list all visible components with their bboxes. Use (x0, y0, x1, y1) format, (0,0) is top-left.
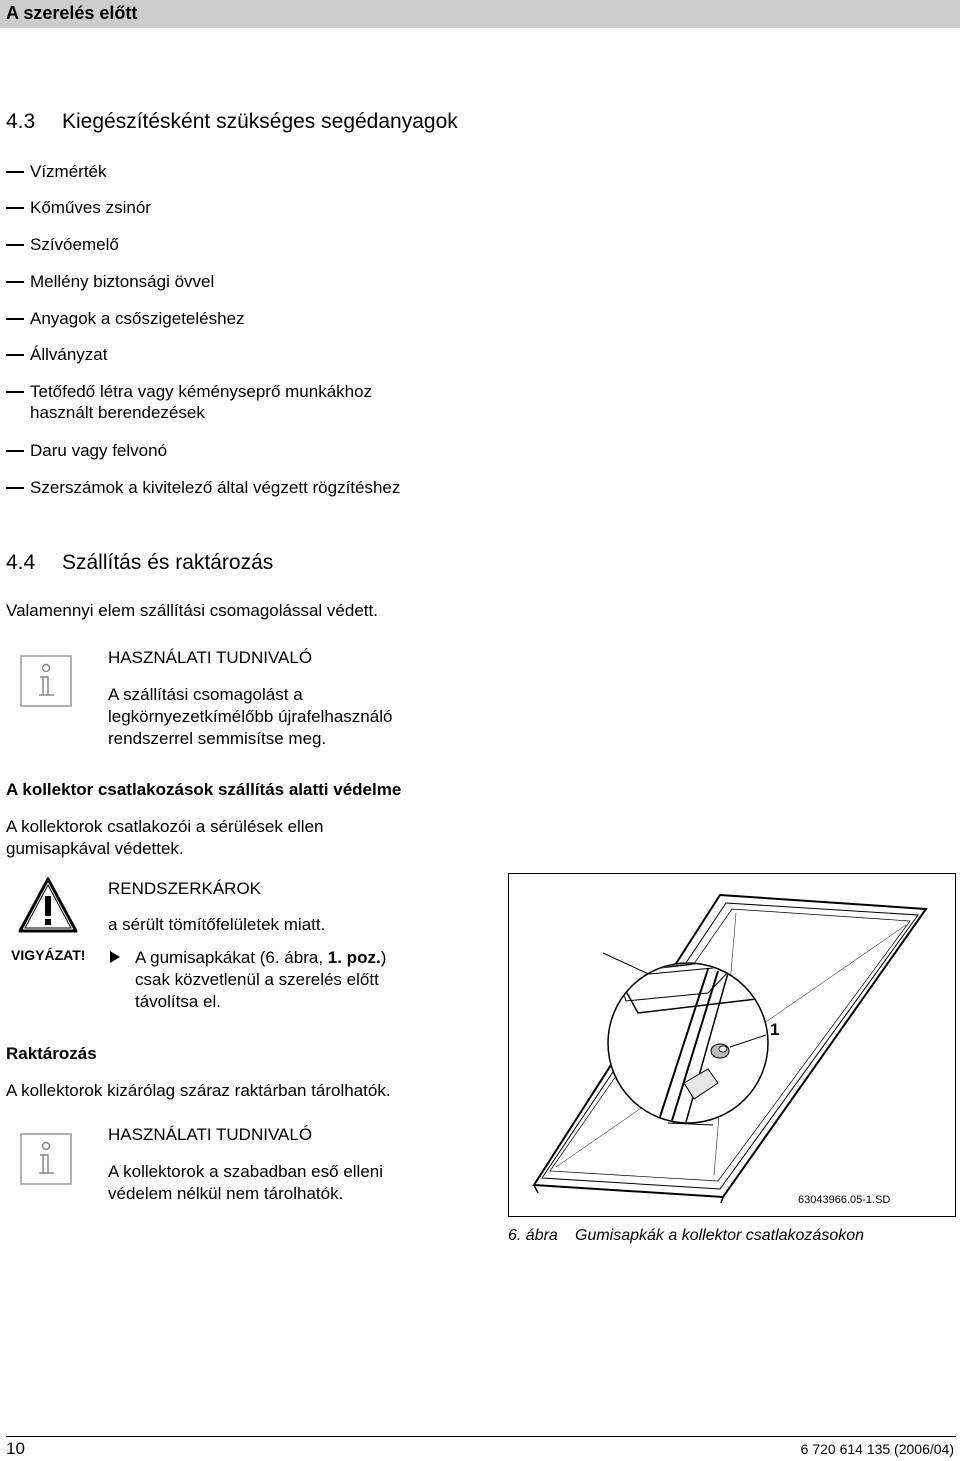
protection-line: A kollektorok csatlakozói a sérülések ellen (6, 817, 324, 836)
warning-triangle-icon (17, 876, 79, 934)
section-43-heading (6, 109, 458, 135)
section-44-intro: Valamennyi elem szállítási csomagolással védett. (6, 601, 378, 620)
figure-caption-number: 6. ábra (508, 1227, 558, 1244)
page-number: 10 (6, 1439, 25, 1458)
note2-line: védelem nélkül nem tárolhatók. (108, 1184, 344, 1203)
note2-heading: HASZNÁLATI TUDNIVALÓ (108, 1125, 313, 1144)
note1-line: A szállítási csomagolást a (108, 685, 303, 704)
storage-heading: Raktározás (6, 1044, 97, 1063)
list-item: Szerszámok a kivitelező által végzett rögzítéshez (6, 477, 400, 498)
section-44-number: 4.4 (6, 551, 36, 574)
section-44-heading (6, 550, 273, 576)
list-item: Daru vagy felvonó (6, 440, 167, 461)
storage-text: A kollektorok kizárólag száraz raktárban tárolhatók. (6, 1081, 391, 1100)
document-number: 6 720 614 135 (2006/04) (800, 1441, 954, 1457)
protection-line: gumisapkával védettek. (6, 839, 184, 858)
protection-heading: A kollektor csatlakozások szállítás alatti védelme (6, 780, 402, 799)
arrow-bullet-icon (110, 951, 120, 963)
collector-illustration (508, 873, 956, 1217)
info-note-icon (20, 1133, 72, 1185)
list-item: Vízmérték (6, 161, 107, 182)
list-item: Állványzat (6, 344, 107, 365)
figure-code: 63043966.05-1.SD (798, 1194, 891, 1206)
note1-line: rendszerrel semmisítse meg. (108, 729, 327, 748)
header-title: A szerelés előtt (6, 3, 138, 23)
info-note-icon (20, 655, 72, 707)
header-bar (0, 0, 960, 28)
warning-action-line: csak közvetlenül a szerelés előtt (135, 970, 379, 989)
list-item: Tetőfedő létra vagy kéményseprő munkákhoz (6, 381, 372, 402)
list-item-continuation: használt berendezések (30, 403, 205, 422)
section-44-title: Szállítás és raktározás (62, 551, 274, 574)
warning-action-line: távolítsa el. (135, 992, 221, 1011)
figure-caption-text: Gumisapkák a kollektor csatlakozásokon (575, 1227, 865, 1244)
warning-reason: a sérült tömítőfelületek miatt. (108, 915, 326, 934)
section-43-title: Kiegészítésként szükséges segédanyagok (62, 110, 458, 133)
section-43-number: 4.3 (6, 110, 36, 133)
note1-line: legkörnyezetkímélőbb újrafelhasználó (108, 707, 393, 726)
list-item: Mellény biztonsági övvel (6, 271, 214, 292)
warning-heading: RENDSZERKÁROK (108, 879, 262, 898)
warning-label: VIGYÁZAT! (11, 947, 86, 963)
footer-rule (6, 1436, 956, 1437)
list-item: Kőműves zsinór (6, 197, 151, 218)
note1-heading: HASZNÁLATI TUDNIVALÓ (108, 648, 313, 667)
list-item: Szívóemelő (6, 234, 119, 255)
figure-callout: 1 (770, 1020, 780, 1039)
warning-action: A gumisapkákat (6. ábra, 1. poz.) (135, 948, 387, 967)
note2-line: A kollektorok a szabadban eső elleni (108, 1162, 384, 1181)
list-item: Anyagok a csőszigeteléshez (6, 308, 245, 329)
